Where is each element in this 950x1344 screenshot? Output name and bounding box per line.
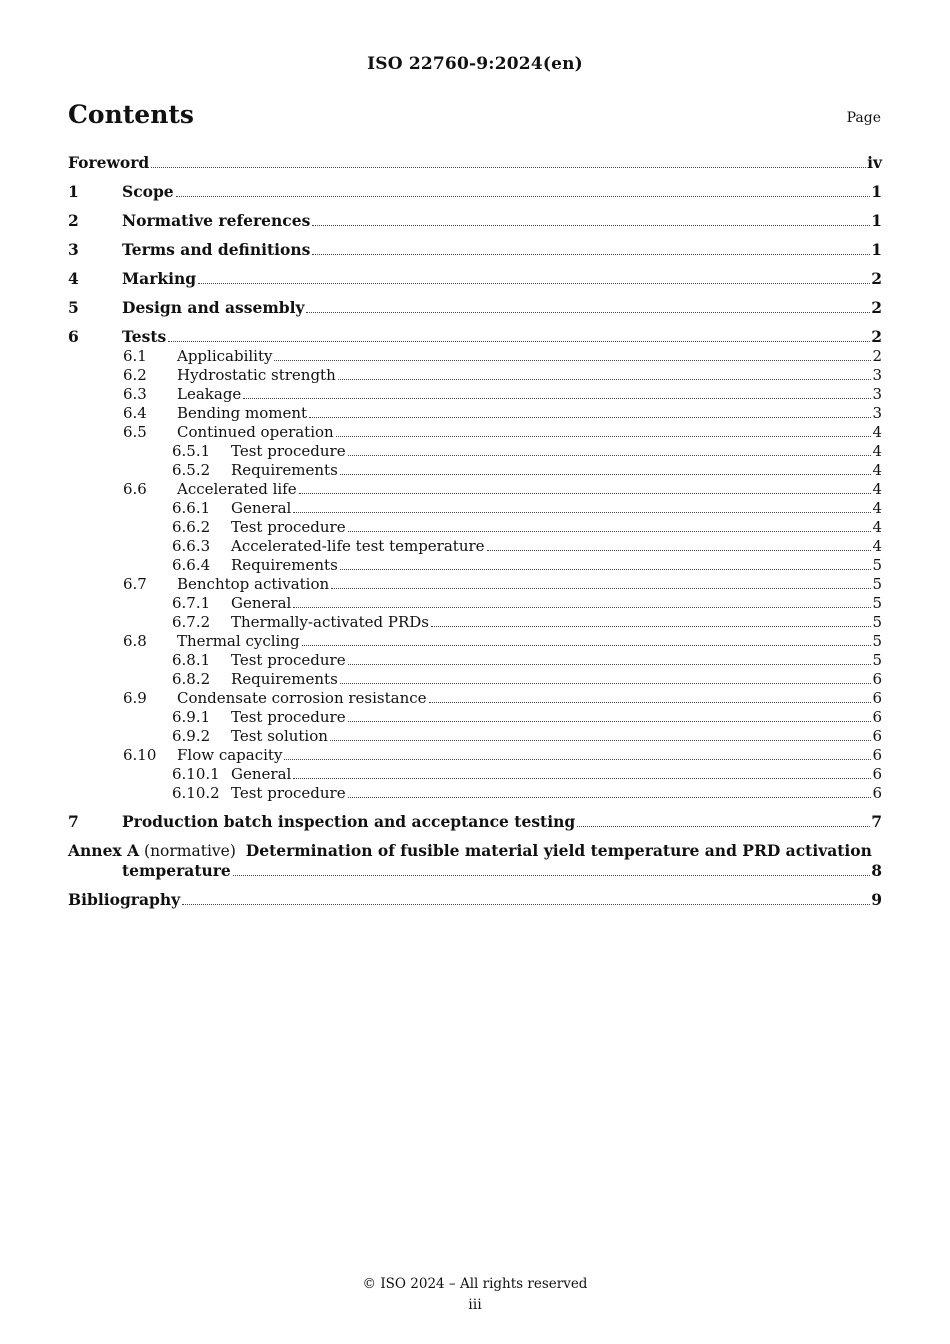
toc-entry-title: Scope — [122, 182, 174, 201]
dot-leader — [338, 378, 872, 380]
toc-entry-title: Thermal cycling — [177, 632, 300, 650]
toc-entry-page: 5 — [872, 575, 882, 593]
annex-title-line2: temperature — [122, 861, 231, 880]
toc-entry-page: 8 — [871, 861, 882, 880]
toc-entry-title: Flow capacity — [177, 746, 283, 764]
toc-entry-number: 6.5.2 — [172, 461, 211, 479]
toc-entry-number: 4 — [68, 269, 79, 288]
toc-entry-page: 2 — [871, 298, 882, 317]
dot-leader — [299, 492, 872, 494]
toc-entry-number: 6.7.1 — [172, 594, 211, 612]
dot-leader — [309, 416, 871, 418]
dot-leader — [168, 340, 870, 342]
toc-entry[interactable] — [68, 518, 882, 537]
toc-entry[interactable] — [68, 575, 882, 594]
toc-entry-number: 6.10 — [123, 746, 157, 764]
toc-entry-page: 3 — [872, 385, 882, 403]
toc-entry-title: Test procedure — [231, 651, 346, 669]
dot-leader — [312, 224, 870, 226]
dot-leader — [182, 903, 870, 905]
toc-entry-number: 6.9.1 — [172, 708, 211, 726]
dot-leader — [151, 166, 866, 168]
dot-leader — [348, 530, 872, 532]
toc-entry[interactable] — [68, 556, 882, 575]
annex-title-line1: Determination of fusible material yield temperature and PRD activation — [245, 841, 872, 860]
toc-entry-page: 5 — [872, 632, 882, 650]
toc-entry-page: 5 — [872, 556, 882, 574]
toc-entry-number: 6.6.4 — [172, 556, 211, 574]
toc-entry-page: 5 — [872, 651, 882, 669]
toc-entry[interactable] — [68, 689, 882, 708]
toc-entry-page: 5 — [872, 594, 882, 612]
toc-entry-page: 4 — [872, 480, 882, 498]
toc-entry[interactable] — [68, 746, 882, 765]
toc-entry-number: 6.6.2 — [172, 518, 211, 536]
toc-entry[interactable] — [68, 670, 882, 689]
toc-entry-title: Bending moment — [177, 404, 308, 422]
toc-entry-number: 6.2 — [123, 366, 147, 384]
toc-entry-title: General — [231, 499, 292, 517]
toc-annex-entry[interactable] — [68, 841, 882, 861]
toc-entry-title: Accelerated life — [177, 480, 297, 498]
dot-leader — [274, 359, 871, 361]
dot-leader — [312, 253, 870, 255]
dot-leader — [340, 682, 872, 684]
toc-entry[interactable] — [68, 499, 882, 518]
toc-entry-number: 6.5 — [123, 423, 147, 441]
toc-entry-page: 1 — [871, 211, 882, 230]
toc-entry[interactable] — [68, 613, 882, 632]
toc-entry-title: Condensate corrosion resistance — [177, 689, 427, 707]
toc-entry[interactable] — [68, 385, 882, 404]
toc-entry[interactable] — [68, 480, 882, 499]
dot-leader — [340, 568, 872, 570]
toc-entry-title: General — [231, 594, 292, 612]
toc-entry[interactable] — [68, 594, 882, 613]
toc-entry-page: iv — [867, 153, 882, 172]
toc-entry-page: 6 — [872, 689, 882, 707]
toc-entry[interactable] — [68, 784, 882, 803]
toc-entry[interactable] — [68, 327, 882, 347]
toc-entry-title: Requirements — [231, 461, 338, 479]
page-column-label: Page — [846, 110, 881, 126]
toc-entry[interactable] — [68, 442, 882, 461]
toc-entry-title: Accelerated-life test temperature — [231, 537, 485, 555]
dot-leader — [487, 549, 872, 551]
toc-entry-page: 4 — [872, 518, 882, 536]
dot-leader — [577, 825, 870, 827]
toc-entry-title: Design and assembly — [122, 298, 305, 317]
toc-entry-title: Test procedure — [231, 518, 346, 536]
dot-leader — [233, 874, 870, 876]
toc-entry-title: Foreword — [68, 153, 150, 172]
toc-entry-number: 7 — [68, 812, 79, 831]
toc-entry-page: 6 — [872, 670, 882, 688]
toc-entry-title: Test solution — [231, 727, 328, 745]
toc-entry-page: 6 — [872, 746, 882, 764]
toc-entry-page: 2 — [872, 347, 882, 365]
toc-entry-number: 6.6.1 — [172, 499, 211, 517]
toc-entry-title: Production batch inspection and acceptance testing — [122, 812, 576, 831]
toc-entry-number: 6.7.2 — [172, 613, 211, 631]
dot-leader — [293, 511, 871, 513]
toc-entry-page: 5 — [872, 613, 882, 631]
toc-entry[interactable] — [68, 727, 882, 746]
toc-entry-title: Requirements — [231, 670, 338, 688]
toc-entry[interactable] — [68, 269, 882, 289]
toc-entry[interactable] — [68, 708, 882, 727]
toc-entry-page: 6 — [872, 727, 882, 745]
dot-leader — [243, 397, 871, 399]
toc-entry-page: 1 — [871, 240, 882, 259]
dot-leader — [431, 625, 871, 627]
annex-kind: (normative) — [144, 842, 236, 860]
toc-entry[interactable] — [68, 153, 882, 173]
toc-entry-title: Bibliography — [68, 890, 181, 909]
dot-leader — [348, 720, 872, 722]
toc-entry-number: 6.7 — [123, 575, 147, 593]
copyright-footer: © ISO 2024 – All rights reserved — [362, 1276, 588, 1292]
toc-entry[interactable] — [68, 765, 882, 784]
toc-entry-page: 4 — [872, 499, 882, 517]
toc-entry-title: Leakage — [177, 385, 242, 403]
toc-entry-title: Benchtop activation — [177, 575, 330, 593]
toc-entry-page: 9 — [871, 890, 882, 909]
toc-entry[interactable] — [68, 651, 882, 670]
toc-entry[interactable] — [68, 182, 882, 202]
toc-entry-title: General — [231, 765, 292, 783]
toc-entry-page: 1 — [871, 182, 882, 201]
table-of-contents — [68, 153, 882, 910]
toc-entry-number: 6 — [68, 327, 79, 346]
dot-leader — [176, 195, 871, 197]
dot-leader — [348, 796, 872, 798]
dot-leader — [198, 282, 870, 284]
toc-entry[interactable] — [68, 366, 882, 385]
toc-entry-title: Hydrostatic strength — [177, 366, 336, 384]
toc-entry-number: 5 — [68, 298, 79, 317]
toc-entry[interactable] — [68, 211, 882, 231]
document-id-header: ISO 22760-9:2024(en) — [367, 54, 583, 74]
toc-entry-title: Thermally-activated PRDs — [231, 613, 429, 631]
dot-leader — [429, 701, 872, 703]
dot-leader — [331, 587, 871, 589]
dot-leader — [293, 606, 871, 608]
toc-entry-page: 7 — [871, 812, 882, 831]
toc-entry[interactable] — [68, 812, 882, 832]
toc-entry-page: 2 — [871, 269, 882, 288]
dot-leader — [306, 311, 870, 313]
toc-entry[interactable] — [68, 347, 882, 366]
toc-entry[interactable] — [68, 240, 882, 260]
dot-leader — [348, 454, 872, 456]
toc-entry-page: 3 — [872, 366, 882, 384]
toc-entry-number: 6.8.1 — [172, 651, 211, 669]
toc-entry-number: 3 — [68, 240, 79, 259]
toc-entry-number: 6.4 — [123, 404, 147, 422]
toc-entry-number: 6.10.2 — [172, 784, 220, 802]
toc-entry[interactable] — [68, 423, 882, 442]
toc-entry-title: Test procedure — [231, 784, 346, 802]
toc-entry-number: 6.6 — [123, 480, 147, 498]
toc-entry-number: 6.6.3 — [172, 537, 211, 555]
toc-entry-number: 6.3 — [123, 385, 147, 403]
toc-entry-title: Continued operation — [177, 423, 334, 441]
toc-entry-number: 6.5.1 — [172, 442, 211, 460]
toc-entry[interactable] — [68, 404, 882, 423]
dot-leader — [284, 758, 871, 760]
toc-entry[interactable] — [68, 632, 882, 651]
toc-entry-title: Test procedure — [231, 442, 346, 460]
toc-entry[interactable] — [68, 298, 882, 318]
toc-entry-number: 6.9 — [123, 689, 147, 707]
annex-label: Annex A — [68, 841, 140, 860]
toc-entry-number: 6.8.2 — [172, 670, 211, 688]
dot-leader — [302, 644, 872, 646]
toc-entry-page: 6 — [872, 784, 882, 802]
page-number: iii — [468, 1297, 482, 1313]
toc-entry-title: Test procedure — [231, 708, 346, 726]
toc-entry-page: 2 — [871, 327, 882, 346]
dot-leader — [336, 435, 872, 437]
toc-entry-number: 6.9.2 — [172, 727, 211, 745]
toc-entry-page: 4 — [872, 442, 882, 460]
dot-leader — [330, 739, 872, 741]
toc-entry-number: 6.8 — [123, 632, 147, 650]
toc-entry-page: 4 — [872, 461, 882, 479]
toc-entry[interactable] — [68, 461, 882, 480]
toc-entry-page: 4 — [872, 423, 882, 441]
toc-entry-title: Normative references — [122, 211, 311, 230]
toc-entry-number: 1 — [68, 182, 79, 201]
dot-leader — [340, 473, 872, 475]
toc-entry-title: Terms and definitions — [122, 240, 311, 259]
toc-entry-page: 6 — [872, 765, 882, 783]
toc-entry-page: 6 — [872, 708, 882, 726]
toc-entry-number: 6.10.1 — [172, 765, 220, 783]
toc-annex-entry-continued[interactable] — [68, 861, 882, 881]
toc-entry-page: 3 — [872, 404, 882, 422]
contents-heading: Contents — [68, 100, 195, 129]
toc-entry-page: 4 — [872, 537, 882, 555]
toc-bibliography-entry[interactable] — [68, 890, 882, 910]
toc-entry-number: 2 — [68, 211, 79, 230]
toc-entry-title: Applicability — [177, 347, 273, 365]
dot-leader — [293, 777, 871, 779]
toc-entry[interactable] — [68, 537, 882, 556]
toc-entry-title: Marking — [122, 269, 197, 288]
toc-entry-number: 6.1 — [123, 347, 147, 365]
toc-entry-title: Requirements — [231, 556, 338, 574]
dot-leader — [348, 663, 872, 665]
toc-entry-title: Tests — [122, 327, 167, 346]
